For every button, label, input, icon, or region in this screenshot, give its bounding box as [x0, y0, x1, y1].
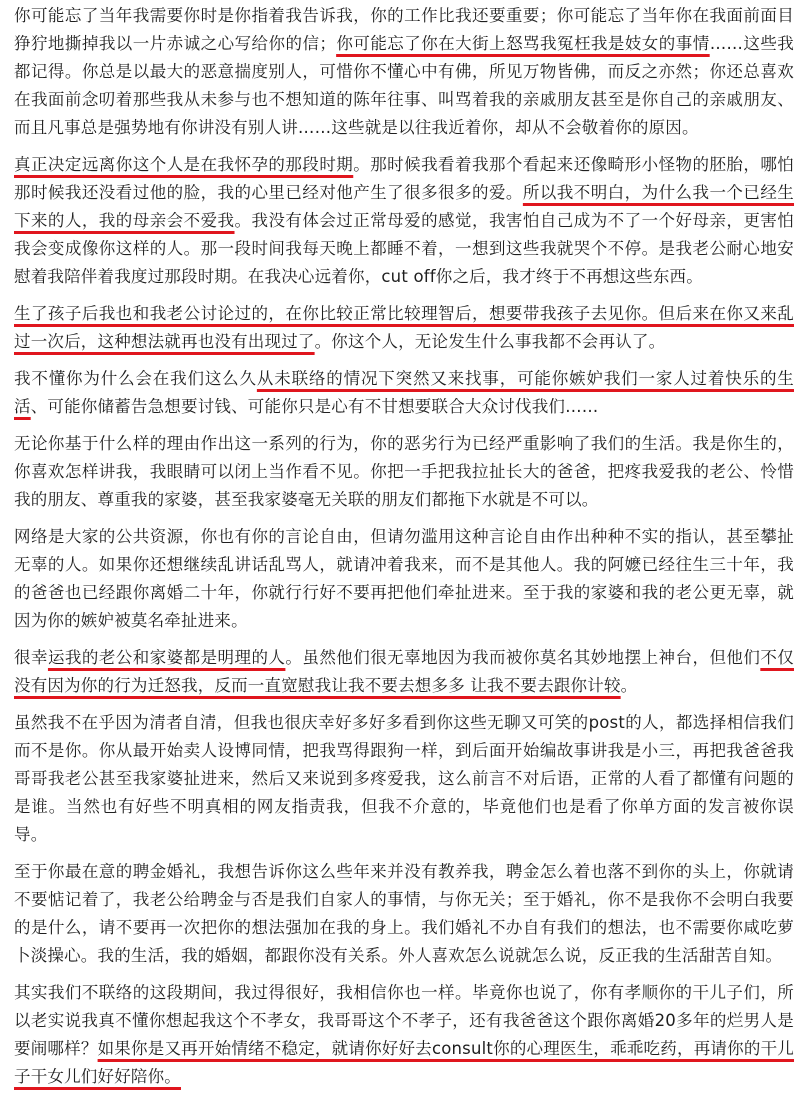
- text-segment: 至于你最在意的聘金婚礼，我想告诉你这么些年来并没有教养我，聘金怎么着也落不到你的头上，你就请不要惦记着了，我老公给聘金与否是我们自家人的事情，与你无关；至于婚礼，你不是我你不会明白我要的是什么，请不要再一次把你的想法强加在我的身上。我们婚礼不办自有我们的想法，也不需要你咸吃萝卜淡操心。我的生活，我的婚姻，都跟你没有关系。外人喜欢怎么说就怎么说，反正我的生活甜苦自知。: [14, 862, 794, 965]
- paragraph-4: [14, 365, 794, 421]
- highlighted-segment: 如果你是又再开始情绪不稳定，就请你好好去consult你的心理医生，乖乖吃药，再请你的干儿子干女儿们好好陪你。: [14, 1039, 795, 1086]
- paragraph-8: [14, 709, 794, 849]
- highlighted-segment: 从未联络的情况下突然又来找事，可能你嫉妒我们一家人过着快乐的生活: [14, 369, 794, 416]
- highlighted-segment: 运我的老公和家婆都是明理的人: [47, 648, 286, 667]
- text-segment: ……这些我都记得。你总是以最大的恶意揣度别人，可惜你不懂心中有佛，所见万物皆佛，而反之亦然；你还总喜欢在我面前念叨着那些我从未参与也不想知道的陈年往事、叫骂着我的亲戚朋友甚至是你自己的亲戚朋友、而且凡事总是强势地有你讲没有别人讲……这些就是以往我近着你，却从不会敬着你的原因。: [14, 34, 794, 137]
- paragraph-1: [14, 2, 794, 142]
- paragraph-9: [14, 858, 794, 970]
- paragraph-5: [14, 430, 794, 514]
- paragraph-2: [14, 151, 794, 291]
- text-segment: 虽然我不在乎因为清者自清，但我也很庆幸好多好多看到你这些无聊又可笑的post的人，都选择相信我们而不是你。你从最开始卖人设博同情，把我骂得跟狗一样，到后面开始编故事讲我是小三，再把我爸爸我哥哥我老公甚至我家婆扯进来，然后又来说到多疼爱我，这么前言不对后语，正常的人看了都懂有问题的是谁。当然也有好些不明真相的网友指责我，但我不介意的，毕竟他们也是看了你单方面的发言被你误导。: [14, 713, 794, 844]
- highlighted-segment: 真正决定远离你这个人是在我怀孕的那段时期: [14, 155, 354, 174]
- paragraph-10: [14, 979, 794, 1091]
- text-segment: 。虽然他们很无辜地因为我而被你莫名其妙地摆上神台，但他们: [285, 648, 761, 667]
- highlighted-segment: 你可能忘了你在大街上怒骂我冤枉我是妓女的事情: [336, 34, 710, 53]
- text-segment: 其实我们不联络的这段期间，我过得很好，我相信你也一样。毕竟你也说了，你有孝顺你的干儿子们，所以老实说我真不懂你想起我这个不孝女，我哥哥这个不孝子，还有我爸爸这个跟你离婚20多年的烂男人是要闹哪样？: [14, 983, 794, 1058]
- text-segment: 无论你基于什么样的理由作出这一系列的行为，你的恶劣行为已经严重影响了我们的生活。我是你生的，你喜欢怎样讲我，我眼睛可以闭上当作看不见。你把一手把我拉扯长大的爸爸，把疼我爱我的老公、怜惜我的朋友、尊重我的家婆，甚至我家婆毫无关联的朋友们都拖下水就是不可以。: [14, 434, 794, 509]
- text-segment: 。那时候我看着我那个看起来还像畸形小怪物的胚胎，哪怕那时候我还没看过他的脸，我的心里已经对他产生了很多很多的爱。: [14, 155, 795, 202]
- paragraph-7: [14, 644, 794, 700]
- text-segment: 。你这个人，无论发生什么事我都不会再认了。: [314, 332, 666, 351]
- paragraph-3: [14, 300, 794, 356]
- text-segment: 很幸: [14, 648, 48, 667]
- highlighted-segment: 所以我不明白，为什么我一个已经生下来的人，我的母亲会不爱我: [14, 183, 795, 230]
- paragraph-6: [14, 523, 794, 635]
- highlighted-segment: 生了孩子后我也和我老公讨论过的，在你比较正常比较理智后，想要带我孩子去见你。但后来在你又来乱过一次后，这种想法就再也没有出现过了: [14, 304, 794, 351]
- text-segment: 。我没有体会过正常母爱的感觉，我害怕自己成为不了一个好母亲，更害怕我会变成像你这样的人。那一段时间我每天晚上都睡不着，一想到这些我就哭个不停。是我老公耐心地安慰着我陪伴着我度过那段时期。在我决心远着你，cut off你之后，我才终于不再想这些东西。: [14, 211, 794, 286]
- text-segment: 。: [620, 676, 638, 695]
- text-segment: 网络是大家的公共资源，你也有你的言论自由，但请勿滥用这种言论自由作出种种不实的指认，甚至攀扯无辜的人。如果你还想继续乱讲话乱骂人，就请冲着我来，而不是其他人。我的阿嬷已经往生三十年，我的爸爸也已经跟你离婚二十年，你就行行好不要再把他们牵扯进来。至于我的家婆和我的老公更无辜，就因为你的嫉妒被莫名牵扯进来。: [14, 527, 794, 630]
- highlighted-segment: 不仅没有因为你的行为迁怒我，反而一直宽慰我让我不要去想多多 让我不要去跟你计较: [14, 648, 794, 695]
- text-segment: 、可能你储蓄告急想要讨钱、可能你只是心有不甘想要联合大众讨伐我们……: [30, 397, 599, 416]
- letter-document: [14, 2, 794, 1100]
- text-segment: 你可能忘了当年我需要你时是你指着我告诉我，你的工作比我还要重要；你可能忘了当年你在我面前面目狰狞地撕掉我以一片赤诚之心写给你的信；: [14, 6, 794, 53]
- text-segment: 我不懂你为什么会在我们这么久: [14, 369, 257, 388]
